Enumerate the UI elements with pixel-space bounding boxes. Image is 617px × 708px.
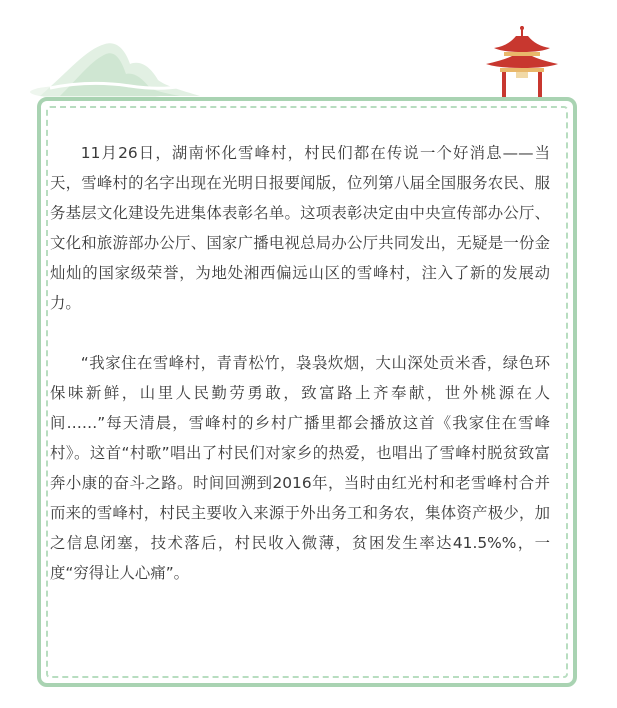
article-body <box>50 125 550 588</box>
paragraph-1: 11月26日，湖南怀化雪峰村，村民们都在传说一个好消息——当天，雪峰村的名字出现在光明日报要闻版，位列第八届全国服务农民、服务基层文化建设先进集体表彰名单。这项表彰决定由中央宣传部办公厅、文化和旅游部办公厅、国家广播电视总局办公厅共同发出，无疑是一份金灿灿的国家级荣誉，为地处湘西偏远山区的雪峰村，注入了新的发展动力。 <box>50 144 550 312</box>
paragraph-2: “我家住在雪峰村，青青松竹，袅袅炊烟，大山深处贡米香，绿色环保味新鲜，山里人民勤劳勇敢，致富路上齐奉献，世外桃源在人间……”每天清晨，雪峰村的乡村广播里都会播放这首《我家住在雪峰村》。这首“村歌”唱出了村民们对家乡的热爱，也唱出了雪峰村脱贫致富奔小康的奋斗之路。时间回溯到2016年，当时由红光村和老雪峰村合并而来的雪峰村，村民主要收入来源于外出务工和务农，集体资产极少，加之信息闭塞，技术落后，村民收入微薄，贫困发生率达41.5%%，一度“穷得让人心痛”。 <box>50 354 550 582</box>
hills-decoration <box>30 30 210 100</box>
